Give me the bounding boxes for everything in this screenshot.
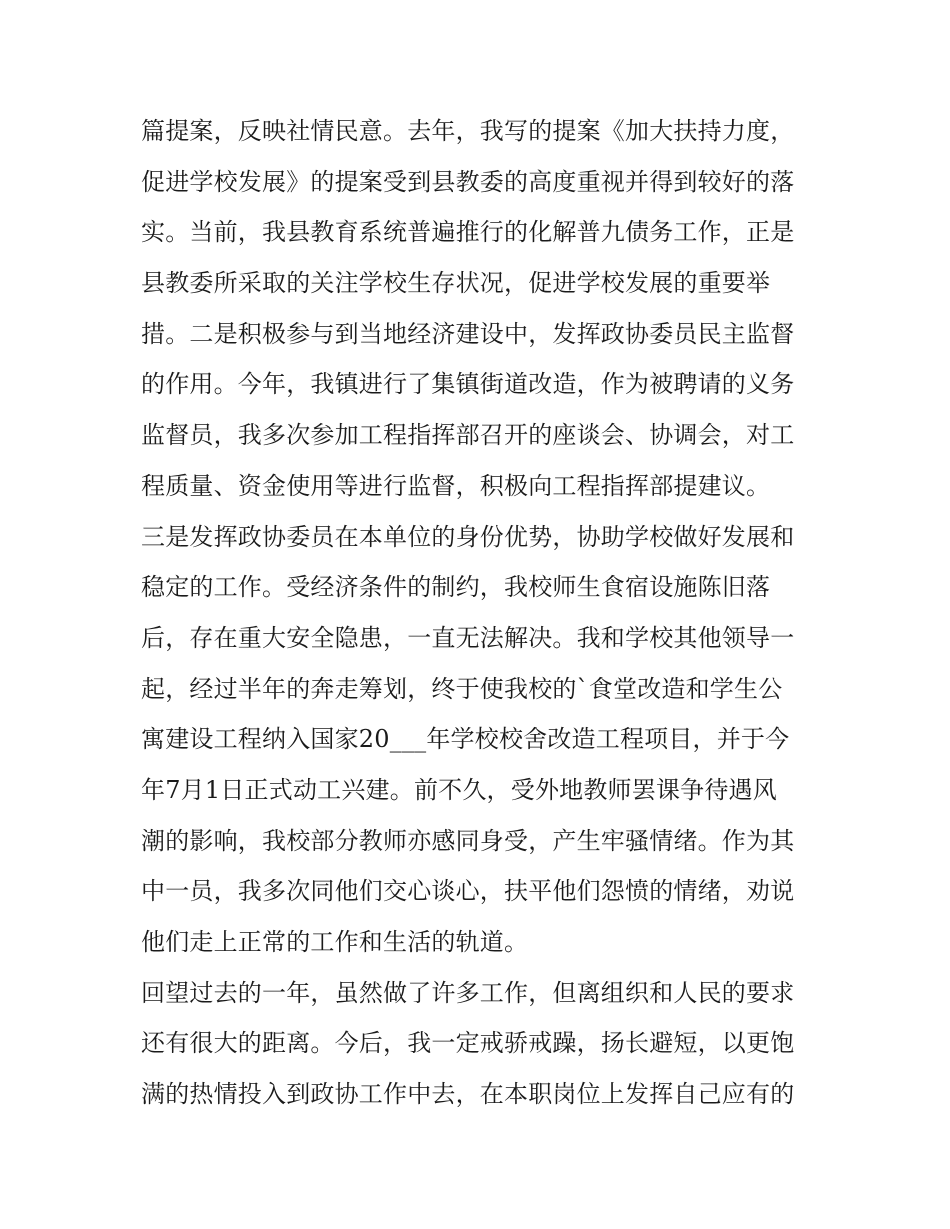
text-line: 程质量、资金使用等进行监督，积极向工程指挥部提建议。 — [141, 471, 771, 500]
text-line: 寓建设工程纳入国家20___年学校校舍改造工程项目，并于今 — [141, 725, 790, 754]
text-line: 篇提案，反映社情民意。去年，我写的提案《加大扶持力度， — [141, 117, 795, 145]
text-line: 潮的影响，我校部分教师亦感同身受，产生牢骚情绪。作为其 — [141, 826, 795, 855]
text-line: 稳定的工作。受经济条件的制约，我校师生食宿设施陈旧落 — [141, 573, 771, 602]
text-line: 年7月1日正式动工兴建。前不久，受外地教师罢课争待遇风 — [141, 775, 777, 804]
text-line: 满的热情投入到政协工作中去，在本职岗位上发挥自己应有的 — [141, 1080, 795, 1109]
text-line: 促进学校发展》的提案受到县教委的高度重视并得到较好的落 — [141, 167, 795, 196]
text-line: 起，经过半年的奔走筹划，终于使我校的`食堂改造和学生公 — [141, 674, 783, 703]
text-line: 中一员，我多次同他们交心谈心，扶平他们怨愤的情绪，劝说 — [141, 877, 795, 906]
text-line: 监督员，我多次参加工程指挥部召开的座谈会、协调会，对工 — [141, 421, 795, 450]
text-line: 他们走上正常的工作和生活的轨道。 — [141, 928, 529, 956]
text-line: 的作用。今年，我镇进行了集镇街道改造，作为被聘请的义务 — [141, 370, 795, 399]
body-text — [141, 106, 821, 1120]
text-line: 三是发挥政协委员在本单位的身份优势，协助学校做好发展和 — [141, 522, 795, 551]
text-line: 县教委所采取的关注学校生存状况，促进学校发展的重要举 — [141, 269, 771, 298]
text-line: 措。二是积极参与到当地经济建设中，发挥政协委员民主监督 — [141, 319, 795, 348]
text-line: 还有很大的距离。今后，我一定戒骄戒躁，扬长避短，以更饱 — [141, 1029, 795, 1058]
text-line: 回望过去的一年，虽然做了许多工作，但离组织和人民的要求 — [141, 978, 795, 1007]
text-line: 后，存在重大安全隐患，一直无法解决。我和学校其他领导一 — [141, 623, 795, 652]
text-line: 实。当前，我县教育系统普遍推行的化解普九债务工作，正是 — [141, 218, 795, 247]
